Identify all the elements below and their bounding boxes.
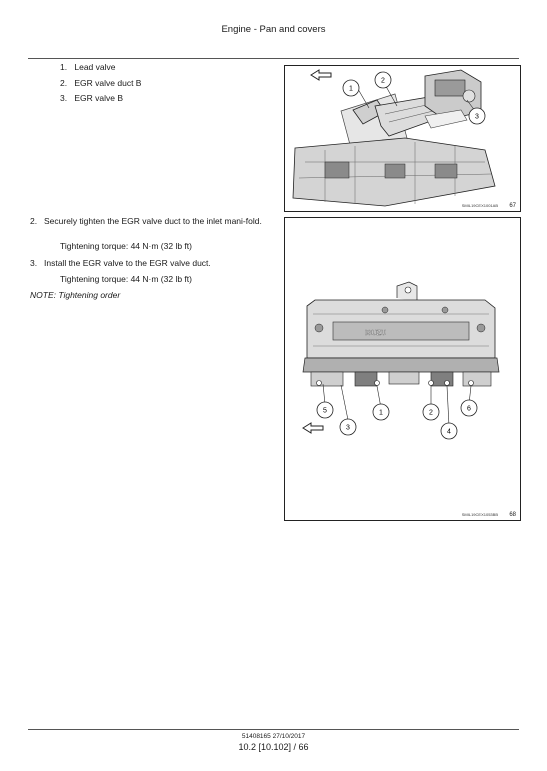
legend-label: EGR valve duct B	[74, 77, 142, 88]
figure-id: SMIL19CEX1053BB	[461, 512, 498, 517]
direction-arrow-icon	[303, 423, 323, 433]
callout-3	[469, 108, 485, 124]
figure-67	[284, 65, 521, 212]
callout-1	[373, 404, 389, 420]
step-text: Securely tighten the EGR valve duct to the inlet mani-fold.	[44, 216, 262, 226]
figure-number: 67	[509, 203, 516, 209]
step-text: Install the EGR valve to the EGR valve duct.	[44, 258, 211, 268]
figure-legend	[60, 62, 141, 109]
intake-manifold	[303, 358, 499, 372]
callout-2	[423, 404, 439, 420]
legend-item	[60, 93, 141, 109]
figure-67-illustration	[285, 66, 520, 211]
note: NOTE: Tightening order	[30, 290, 121, 300]
callout-4	[441, 423, 457, 439]
callout-2	[375, 72, 391, 88]
figure-68-illustration	[285, 218, 520, 520]
callout-3	[340, 419, 356, 435]
page-header-title: Engine - Pan and covers	[221, 24, 326, 35]
svg-text:4: 4	[447, 428, 451, 436]
legend-label: EGR valve B	[74, 93, 124, 103]
legend-number: 2.	[60, 77, 68, 88]
step-2-torque: Tightening torque: 44 N·m (32 lb ft)	[60, 241, 192, 251]
legend-number: 1.	[60, 62, 68, 72]
svg-text:3: 3	[475, 113, 479, 121]
callout-5	[317, 402, 333, 418]
svg-text:6: 6	[467, 405, 471, 413]
figure-id: SMIL19CEX1001AB	[461, 203, 498, 208]
footer-page-number: 10.2 [10.102] / 66	[238, 742, 309, 752]
legend-label: Lead valve	[74, 62, 116, 72]
svg-text:2: 2	[429, 409, 433, 417]
step-3	[30, 258, 266, 268]
step-2	[30, 216, 266, 226]
svg-text:1: 1	[349, 85, 353, 93]
engine-logo-text: ISUZU	[365, 330, 386, 337]
legend-item	[60, 78, 141, 94]
step-number: 3.	[30, 258, 38, 268]
legend-number: 3.	[60, 93, 68, 103]
legend-item	[60, 62, 141, 78]
direction-arrow-icon	[311, 70, 331, 80]
svg-text:1: 1	[379, 409, 383, 417]
step-3-torque: Tightening torque: 44 N·m (32 lb ft)	[60, 274, 192, 284]
callout-6	[461, 400, 477, 416]
step-number: 2.	[30, 216, 38, 226]
svg-text:5: 5	[323, 407, 327, 415]
callout-1	[343, 80, 359, 96]
svg-text:3: 3	[346, 424, 350, 432]
figure-number: 68	[509, 512, 516, 518]
svg-text:2: 2	[381, 77, 385, 85]
footer-rule	[28, 729, 519, 730]
footer-doc-ref: 51408165 27/10/2017	[241, 733, 306, 740]
header-rule	[28, 58, 519, 59]
figure-68	[284, 217, 521, 521]
